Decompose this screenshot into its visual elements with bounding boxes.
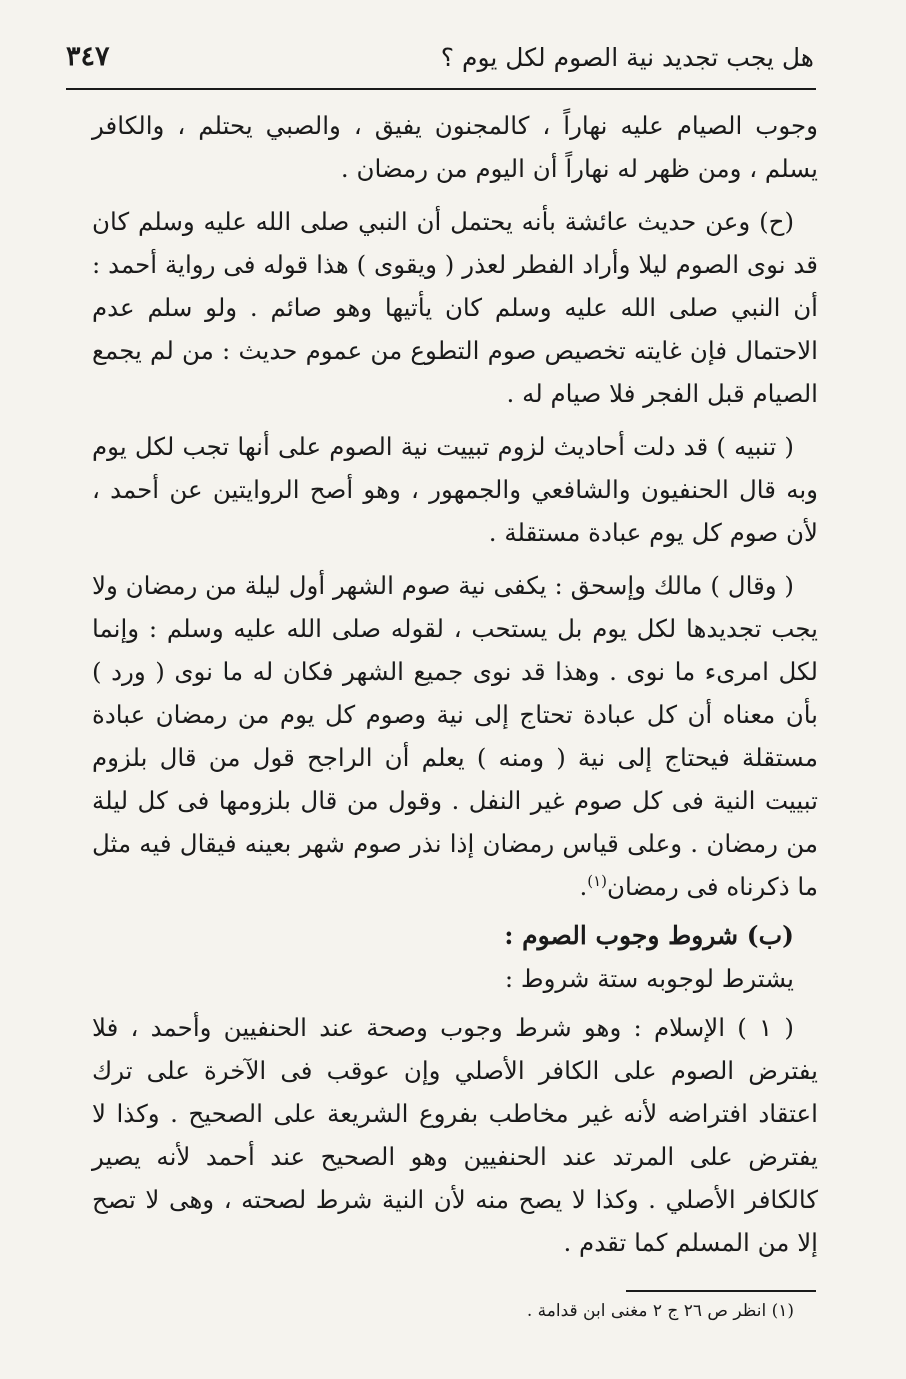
paragraph-aisha-hadith: (ح) وعن حديث عائشة بأنه يحتمل أن النبي صلى الله عليه وسلم كان قد نوى الصوم ليلا وأراد الفطر لعذر ( ويقوى ) هذا قوله فى رواية أحمد : أن النبي صلى الله عليه وسلم كان يأتيها وهو صائم . ولو سلم عدم الاحتمال فإن غايته تخصيص صوم التطوع من عموم حديث : من لم يجمع الصيام قبل الفجر فلا صيام له . bbox=[92, 207, 818, 408]
condition-islam: ( ١ ) الإسلام : وهو شرط وجوب وصحة عند الحنفيين وأحمد ، فلا يفترض الصوم على الكافر الأصلي وإن عوقب فى الآخرة على ترك اعتقاد افتراضه لأنه غير مخاطب بفروع الشريعة على الصحيح . وكذا لا يفترض على المرتد عند الحنفيين وهو الصحيح عند أحمد لأنه يصير كالكافر الأصلي . وكذا لا يصح منه لأن النية شرط لصحته ، وهى لا تصح إلا من المسلم كما تقدم . bbox=[92, 1013, 818, 1257]
paragraph-malik-ishaq-text: ( وقال ) مالك وإسحق : يكفى نية صوم الشهر أول ليلة من رمضان ولا يجب تجديدها لكل يوم بل يستحب ، لقوله صلى الله عليه وسلم : وإنما لكل امرىء ما نوى . وهذا قد نوى جميع الشهر فكان له ما نوى ( ورد ) بأن معناه أن كل عبادة تحتاج إلى نية وصوم كل يوم من رمضان عبادة مستقلة فيحتاج إلى نية ( ومنه ) يعلم أن الراجح قول من قال بلزوم تبييت النية فى كل صوم غير النفل . وقول من قال بلزومها فى كل ليلة من رمضان . وعلى قياس رمضان إذا نذر صوم شهر بعينه فيقال فيه مثل ما ذكرناه فى رمضان bbox=[92, 571, 818, 901]
paragraph-note: ( تنبيه ) قد دلت أحاديث لزوم تبييت نية الصوم على أنها تجب لكل يوم وبه قال الحنفيون والشافعي والجمهور ، وهو أصح الروايتين عن أحمد ، لأن صوم كل يوم عبادة مستقلة . bbox=[92, 432, 818, 547]
footnote: (١) انظر ص ٢٦ ج ٢ مغنى ابن قدامة . bbox=[526, 1301, 794, 1321]
body-text bbox=[92, 104, 818, 1274]
section-intro: يشترط لوجوبه ستة شروط : bbox=[504, 964, 794, 993]
section-heading: (ب) شروط وجوب الصوم : bbox=[504, 921, 794, 950]
running-title: هل يجب تجديد نية الصوم لكل يوم ؟ bbox=[440, 43, 814, 72]
footnote-rule bbox=[626, 1290, 816, 1292]
paragraph-continuation: وجوب الصيام عليه نهاراً ، كالمجنون يفيق ، والصبي يحتلم ، والكافر يسلم ، ومن ظهر له نهاراً أن اليوم من رمضان . bbox=[92, 111, 818, 183]
page-number: ٣٤٧ bbox=[66, 41, 110, 72]
trailing-punctuation: . bbox=[579, 872, 588, 901]
paragraph-malik-ishaq bbox=[92, 564, 818, 908]
header-rule bbox=[66, 88, 816, 90]
running-head bbox=[66, 22, 814, 72]
footnote-marker: (١) bbox=[587, 871, 608, 890]
